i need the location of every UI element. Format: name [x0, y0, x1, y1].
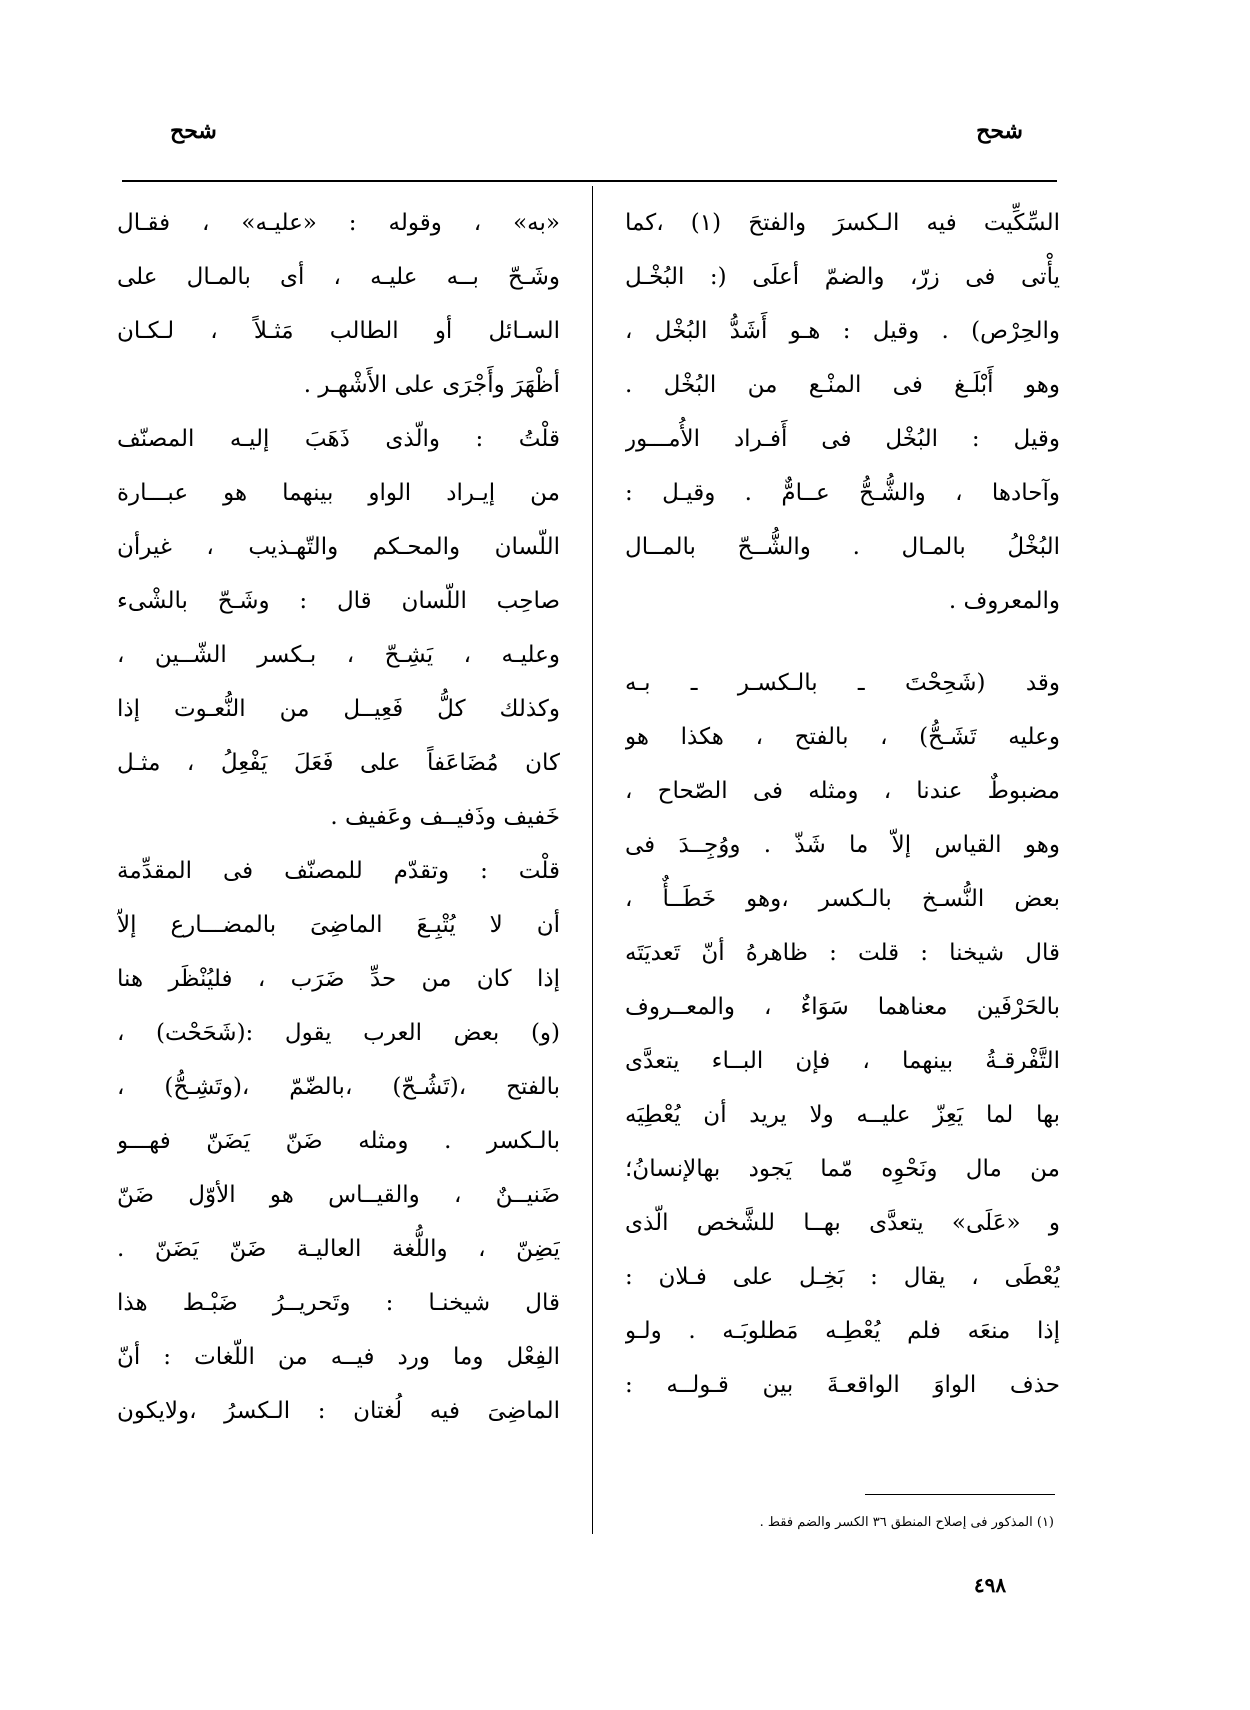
running-header-left: شحح [170, 118, 217, 144]
text-line: وعليـه ، يَشِـحّ ، بـكسر الشّــين ، [117, 642, 560, 668]
text-line: والمعروف . [948, 588, 1060, 614]
text-line: وعليه تَشَـحُّ) ، بالفتح ، هكذا هو [625, 724, 1060, 750]
text-line: قلْتُ : والّذى ذَهَبَ إليـه المصنّف [117, 426, 560, 452]
footnote: (١) المذكور فى إصلاح المنطق ٣٦ الكسر والضم فقط . [759, 1515, 1054, 1530]
text-line: السـائل أو الطالب مَثـلاً ، لـكـان [117, 318, 560, 344]
text-line: قال شيخنـا : وتَحريــرُ ضَبْـط هذا [117, 1290, 560, 1316]
text-line: اللّسان والمحـكم والتّهـذيب ، غيرأن [117, 534, 560, 560]
text-line: كان مُضَاعَفاً على فَعَلَ يَفْعِلُ ، مثـل [117, 750, 560, 776]
text-line: البُخْلُ بالمـال . والشُّــحّ بالمــال [625, 534, 1060, 560]
text-line: بعض النُّسـخ بالـكسر ،وهو خَطَــأٌ ، [625, 886, 1060, 912]
text-line: من إيـراد الواو بينهما هو عبـــارة [117, 480, 560, 506]
text-line: وقد (شَحِحْتَ ـ بالـكسـر ـ بـه [625, 670, 1060, 696]
text-line: التَّفْرقـةُ بينهما ، فإن البــاء يتعدَّى [625, 1048, 1060, 1074]
right-column [625, 196, 1060, 1412]
text-line: بالـكسر . ومثله ضَنّ يَضَنّ فهـــو [117, 1128, 560, 1154]
page-number: ٤٩٨ [973, 1573, 1007, 1597]
text-line: أن لا يُتْبِـعَ الماضِىَ بالمضـــارع إلاّ [117, 912, 560, 938]
text-line: قلْت : وتقدّم للمصنّف فى المقدِّمة [117, 858, 560, 884]
text-line: قال شيخنا : قلت : ظاهرهُ أنّ تَعديَتَه [625, 940, 1060, 966]
text-line: والحِرْص) . وقيل : هـو أَشَدُّ البُخْل ، [625, 318, 1060, 344]
text-line: «به» ، وقوله : «عليـه» ، فقـال [117, 210, 560, 236]
text-line: وكذلك كلُّ فَعِيــل من النُّعـوت إذا [117, 696, 560, 722]
text-line: وهو القياس إلاّ ما شَذّ . ووُجِــدَ فى [625, 832, 1060, 858]
column-divider [592, 186, 593, 1534]
text-line: (و) بعض العرب يقول :(شَحَحْت) ، [117, 1020, 560, 1046]
running-header-right: شحح [976, 118, 1023, 144]
text-line: خَفيف وذَفيــف وعَفيف . [330, 804, 560, 830]
text-line: وهو أَبْلَـغ فى المنْـع من البُخْل . [625, 372, 1060, 398]
text-line: بالحَرْفَين معناهما سَوَاءٌ ، والمعــروف [625, 994, 1060, 1020]
footnote-rule [865, 1494, 1055, 1495]
text-line: إذا منعَه فلم يُعْطِـه مَطلوبَـه . ولـو [625, 1318, 1060, 1344]
text-line: وشَـحّ بــه عليـه ، أى بالمـال على [117, 264, 560, 290]
text-line: الفِعْل وما ورد فيــه من اللّغات : أنّ [117, 1344, 560, 1370]
text-line: يَضِنّ ، واللُّغة العاليـة ضَنّ يَضَنّ . [117, 1236, 560, 1262]
left-column [117, 196, 560, 1438]
text-line: يأْتى فى زرّ، والضمّ أعلَى (: البُخْـل [625, 264, 1060, 290]
text-line: إذا كان من حدِّ ضَرَب ، فليُنْظَر هنا [117, 966, 560, 992]
text-line: السِّكِّيت فيه الـكسرَ والفتحَ (١) ،كما [625, 210, 1060, 236]
text-line: وآحادها ، والشُّـحُّ عــامٌّ . وقيـل : [625, 480, 1060, 506]
header-rule [122, 180, 1057, 182]
text-line: صاحِب اللّسان قال : وشَـحّ بالشْىء [117, 588, 560, 614]
text-line: الماضِىَ فيه لُغتان : الـكسرُ ،ولايكون [117, 1398, 560, 1424]
text-line: وقيل : البُخْل فى أَفـراد الأُمـــور [625, 426, 1060, 452]
text-line: أظْهَرَ وأَجْرَى على الأَشْهـر . [303, 372, 560, 398]
text-line: حذف الواوَ الواقعـةَ بين قـولــه : [625, 1372, 1060, 1398]
text-line: بها لما يَعِزّ عليــه ولا يريد أن يُعْطِيَه [625, 1102, 1060, 1128]
text-line: يُعْطَى ، يقال : بَخِـل على فـلان : [625, 1264, 1060, 1290]
text-line: مضبوطٌ عندنا ، ومثله فى الصّحاح ، [625, 778, 1060, 804]
text-line: ضَنيــنٌ ، والقيــاس هو الأوّل ضَنّ [117, 1182, 560, 1208]
text-line: و «عَلَى» يتعدَّى بهــا للشَّخص الّذى [625, 1210, 1060, 1236]
paragraph-gap [625, 628, 1060, 656]
text-line: من مال ونَحْوِه مّما يَجود بهالإنسانُ؛ [625, 1156, 1060, 1182]
text-line: بالفتح ،(تَشُـحّ) ،بالضّمّ ،(وتَشِـحُّ) ، [117, 1074, 560, 1100]
